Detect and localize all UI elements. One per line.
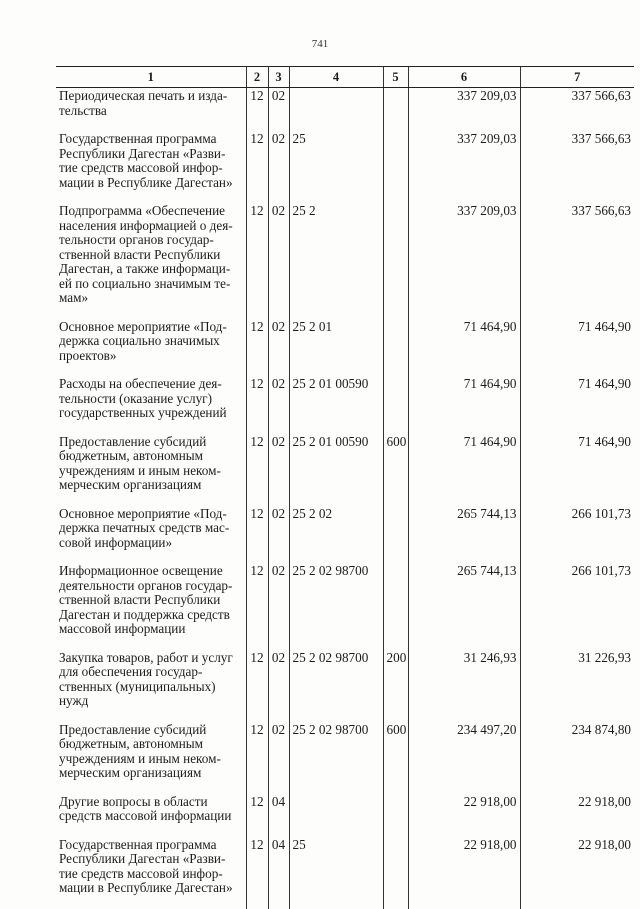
row-section-code: 12 [246, 794, 268, 837]
row-amount-col7: 71 464,90 [520, 376, 634, 434]
row-section-code: 12 [246, 837, 268, 909]
table-row [56, 506, 634, 564]
row-expense-type: 600 [383, 434, 408, 506]
row-amount-col7: 22 918,00 [520, 794, 634, 837]
row-amount-col7: 71 464,90 [520, 319, 634, 377]
row-subsection-code: 02 [268, 131, 289, 203]
row-amount-col6: 265 744,13 [408, 563, 520, 650]
row-subsection-code: 04 [268, 794, 289, 837]
row-amount-col7: 337 566,63 [520, 203, 634, 319]
row-expense-type: 200 [383, 650, 408, 722]
row-amount-col6: 337 209,03 [408, 88, 520, 132]
row-amount-col7: 31 226,93 [520, 650, 634, 722]
row-subsection-code: 02 [268, 722, 289, 794]
row-amount-col7: 337 566,63 [520, 131, 634, 203]
row-name: Предоставление субсидий бюджетным, автономным учреждениям и иным неком-мерческим организациям [59, 433, 221, 492]
row-expense-type [383, 563, 408, 650]
row-expense-type [383, 794, 408, 837]
row-amount-col6: 234 497,20 [408, 722, 520, 794]
row-section-code: 12 [246, 506, 268, 564]
row-name: Подпрограмма «Обеспечение населения информацией о дея-тельности органов государ-ственной власти Республики Дагестан, а также информаци-ей по социально значимым те-мам» [59, 203, 233, 305]
row-amount-col7: 22 918,00 [520, 837, 634, 909]
page-number: 741 [311, 38, 329, 50]
row-subsection-code: 04 [268, 837, 289, 909]
header-col-3: 3 [268, 67, 289, 88]
row-target-article: 25 [289, 837, 383, 909]
row-expense-type [383, 203, 408, 319]
row-amount-col7: 71 464,90 [520, 434, 634, 506]
row-expense-type [383, 88, 408, 132]
row-target-article: 25 [289, 131, 383, 203]
row-section-code: 12 [246, 131, 268, 203]
header-col-4: 4 [289, 67, 383, 88]
row-subsection-code: 02 [268, 563, 289, 650]
row-target-article [289, 88, 383, 132]
row-name: Основное мероприятие «Под-держка печатных средств мас-совой информации» [59, 505, 230, 550]
row-section-code: 12 [246, 376, 268, 434]
row-expense-type: 600 [383, 722, 408, 794]
row-section-code: 12 [246, 319, 268, 377]
header-row [56, 67, 634, 88]
row-subsection-code: 02 [268, 376, 289, 434]
row-expense-type [383, 131, 408, 203]
row-target-article [289, 794, 383, 837]
row-name: Периодическая печать и изда-тельства [59, 88, 228, 118]
row-target-article: 25 2 02 98700 [289, 563, 383, 650]
table-row [56, 650, 634, 722]
table-row [56, 563, 634, 650]
table-row [56, 794, 634, 837]
row-amount-col7: 234 874,80 [520, 722, 634, 794]
row-target-article: 25 2 02 [289, 506, 383, 564]
table-row [56, 434, 634, 506]
row-target-article: 25 2 [289, 203, 383, 319]
row-name: Предоставление субсидий бюджетным, автономным учреждениям и иным неком-мерческим организациям [59, 721, 221, 780]
table-row [56, 319, 634, 377]
row-amount-col7: 266 101,73 [520, 563, 634, 650]
table-row [56, 203, 634, 319]
row-name: Основное мероприятие «Под-держка социально значимых проектов» [59, 318, 227, 363]
row-section-code: 12 [246, 434, 268, 506]
row-amount-col7: 266 101,73 [520, 506, 634, 564]
row-target-article: 25 2 01 00590 [289, 376, 383, 434]
row-expense-type [383, 376, 408, 434]
row-target-article: 25 2 02 98700 [289, 650, 383, 722]
row-amount-col6: 337 209,03 [408, 131, 520, 203]
row-subsection-code: 02 [268, 434, 289, 506]
row-expense-type [383, 837, 408, 909]
row-subsection-code: 02 [268, 203, 289, 319]
header-col-2: 2 [246, 67, 268, 88]
row-section-code: 12 [246, 203, 268, 319]
row-section-code: 12 [246, 563, 268, 650]
row-name: Другие вопросы в области средств массовой информации [59, 793, 232, 823]
table-row [56, 722, 634, 794]
row-name: Государственная программа Республики Дагестан «Разви-тие средств массовой инфор-мации в Республике Дагестан» [59, 131, 233, 190]
budget-table [56, 66, 634, 909]
table-row [56, 376, 634, 434]
header-col-1: 1 [56, 67, 246, 88]
row-amount-col6: 22 918,00 [408, 794, 520, 837]
row-subsection-code: 02 [268, 88, 289, 132]
row-section-code: 12 [246, 88, 268, 132]
row-amount-col6: 71 464,90 [408, 434, 520, 506]
header-col-5: 5 [383, 67, 408, 88]
table-row [56, 131, 634, 203]
row-name: Государственная программа Республики Дагестан «Разви-тие средств массовой инфор-мации в Республике Дагестан» [59, 836, 233, 895]
row-section-code: 12 [246, 650, 268, 722]
row-name: Закупка товаров, работ и услуг для обеспечения государ-ственных (муниципальных) нужд [59, 649, 233, 708]
row-section-code: 12 [246, 722, 268, 794]
row-expense-type [383, 506, 408, 564]
row-amount-col6: 31 246,93 [408, 650, 520, 722]
table-row [56, 837, 634, 909]
row-amount-col6: 22 918,00 [408, 837, 520, 909]
row-expense-type [383, 319, 408, 377]
row-subsection-code: 02 [268, 319, 289, 377]
row-amount-col6: 71 464,90 [408, 376, 520, 434]
header-col-7: 7 [520, 67, 634, 88]
row-amount-col6: 71 464,90 [408, 319, 520, 377]
header-col-6: 6 [408, 67, 520, 88]
row-amount-col6: 337 209,03 [408, 203, 520, 319]
row-target-article: 25 2 02 98700 [289, 722, 383, 794]
row-amount-col7: 337 566,63 [520, 88, 634, 132]
table-row [56, 88, 634, 132]
row-subsection-code: 02 [268, 650, 289, 722]
row-target-article: 25 2 01 00590 [289, 434, 383, 506]
row-name: Информационное освещение деятельности органов государ-ственной власти Республики Дагестан и поддержка средств массовой информации [59, 563, 233, 636]
row-amount-col6: 265 744,13 [408, 506, 520, 564]
row-subsection-code: 02 [268, 506, 289, 564]
row-name: Расходы на обеспечение дея-тельности (оказание услуг) государственных учреждений [59, 376, 227, 420]
row-target-article: 25 2 01 [289, 319, 383, 377]
